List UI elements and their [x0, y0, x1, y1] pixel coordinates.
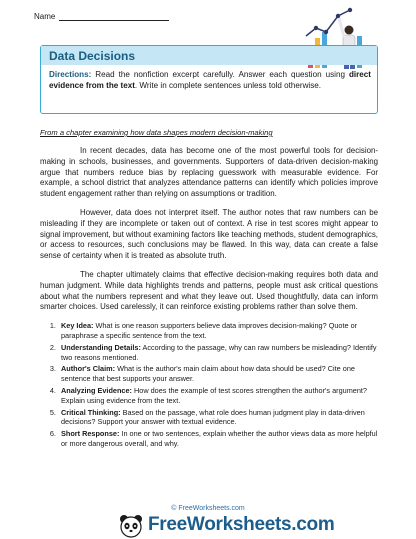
directions-text-part: Read the nonfiction excerpt carefully. Answer each question using: [91, 70, 349, 79]
question-text: Based on the passage, what role does human judgment play in data-driven decisions? Support your answer with textual evidence.: [61, 407, 365, 427]
illustration-point: [324, 30, 328, 34]
question-label: Critical Thinking:: [61, 407, 121, 417]
passage-paragraph: However, data does not interpret itself. The author notes that raw numbers can be misleading if they are incomplete or taken out of context. A rise in test scores might appear to signal improvement, but without examining factors like teaching methods, student demographics, or access to resources, such conclusions may be flawed. In this way, data can create a false sense of certainty when it is treated as absolute truth.: [40, 207, 378, 261]
question-label: Analyzing Evidence:: [61, 385, 132, 395]
worksheet-title: Data Decisions: [41, 46, 377, 65]
directions-emphasis: direct evidence from the text: [49, 70, 371, 90]
question-item: [58, 386, 378, 406]
question-item: [58, 343, 378, 363]
illustration-point: [336, 14, 340, 18]
panda-mascot-icon: [118, 513, 144, 539]
illustration-head: [345, 26, 354, 35]
footer-copyright[interactable]: © FreeWorksheets.com: [171, 505, 245, 512]
question-text: According to the passage, why can raw numbers be misleading? Identify two reasons mentioned.: [61, 342, 377, 362]
footer-logo[interactable]: [118, 513, 335, 539]
question-text: What is the author's main claim about how data should be used? Cite one sentence that best supports your answer.: [61, 364, 355, 384]
name-label: Name: [34, 12, 56, 21]
question-text: How does the example of test scores strengthen the author's argument? Explain using evidence from the text.: [61, 385, 367, 405]
worksheet-content: [40, 128, 378, 451]
question-label: Short Response:: [61, 429, 120, 439]
question-item: [58, 321, 378, 341]
footer-brand: FreeWorksheets.com: [148, 514, 335, 535]
question-item: [58, 408, 378, 428]
question-label: Author's Claim:: [61, 364, 116, 374]
illustration-arm: [339, 18, 344, 37]
directions-text-part: . Write in complete sentences unless told otherwise.: [134, 81, 322, 90]
directions-text: [49, 69, 371, 91]
question-item: [58, 364, 378, 384]
question-list: [40, 321, 378, 449]
name-blank[interactable]: [59, 12, 169, 21]
illustration-point: [314, 26, 318, 30]
directions-card: [40, 45, 378, 114]
passage-paragraph: The chapter ultimately claims that effective decision-making requires both data and human judgment. While data highlights trends and patterns, people must ask critical questions about what the numbers represent and what they leave out. Used thoughtfully, data can inform smarter choices. Used carelessly, it can reinforce existing problems rather than solve them.: [40, 269, 378, 312]
question-text: What is one reason supporters believe data improves decision-making? Quote or paraphrase a specific sentence from the text.: [61, 321, 358, 340]
passage-paragraph: In recent decades, data has become one of the most powerful tools for decision-making in schools, businesses, and governments. Supporters of data-driven decision-making argue that numbers reduce bias by replacing guesswork with measurable evidence. For example, a school district that analyzes attendance patterns can identify which policies improve student engagement rather than relying on assumptions or tradition.: [40, 146, 378, 199]
name-line: [34, 12, 169, 21]
question-label: Key Idea:: [61, 321, 94, 331]
question-item: [58, 429, 378, 449]
question-text: In one or two sentences, explain whether the author views data as more helpful or more dangerous overall, and why.: [61, 429, 378, 448]
passage-subtitle: From a chapter examining how data shapes modern decision-making: [40, 128, 273, 137]
directions-label: Directions:: [49, 70, 92, 79]
illustration-point: [348, 8, 352, 12]
question-label: Understanding Details:: [61, 342, 141, 352]
